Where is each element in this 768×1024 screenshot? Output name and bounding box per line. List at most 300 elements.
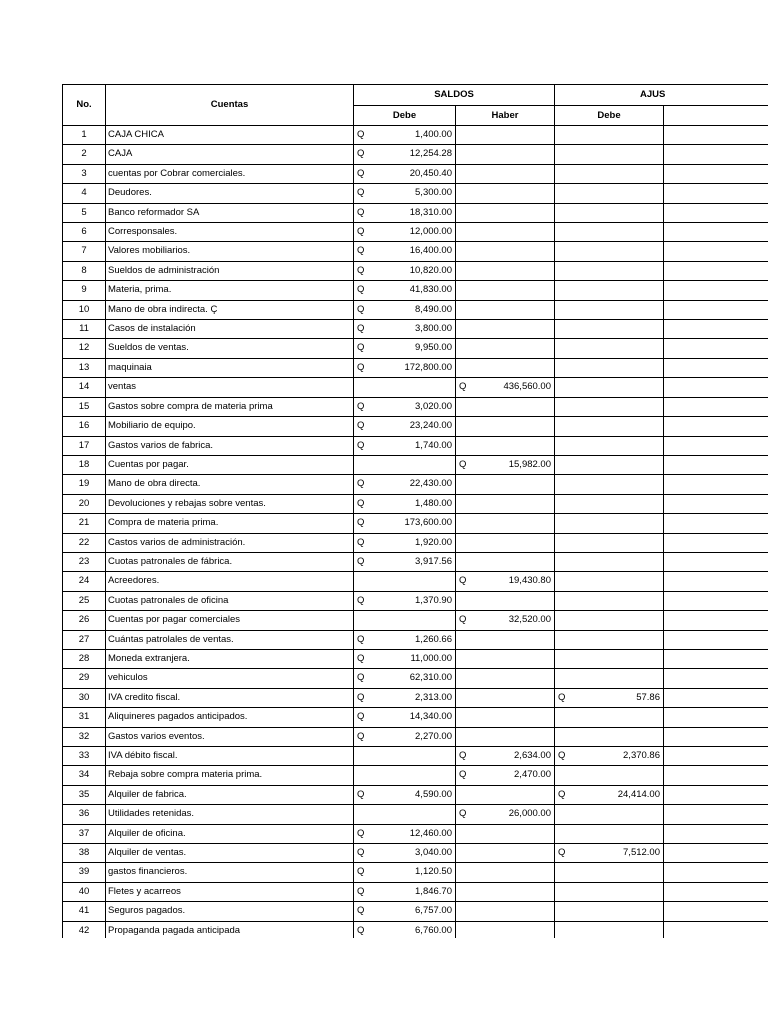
row-number: 27 [63,630,106,649]
row-number: 6 [63,223,106,242]
ajustes-debe-cell [555,805,664,824]
table-row [63,378,768,397]
row-number: 21 [63,514,106,533]
ajustes-debe-cell [555,164,664,183]
account-name: Cuentas por pagar. [106,455,354,474]
saldos-haber-cell [456,126,555,145]
saldos-debe-cell [354,591,456,610]
table-row [63,320,768,339]
currency-symbol: Q [459,458,467,470]
saldos-debe-amount: 12,460.00 [409,827,452,839]
ajustes-extra-cell [664,649,768,668]
ajustes-debe-cell [555,533,664,552]
ajustes-extra-cell [664,747,768,766]
row-number: 17 [63,436,106,455]
saldos-haber-amount: 19,430.80 [508,575,551,587]
saldos-debe-amount: 1,400.00 [415,129,452,140]
table-row [63,708,768,727]
saldos-haber-cell [456,902,555,921]
saldos-debe-amount: 4,590.00 [415,788,452,800]
ajustes-debe-cell [555,766,664,785]
saldos-debe-cell [354,533,456,552]
currency-symbol: Q [357,478,365,490]
row-number: 26 [63,611,106,630]
table-row [63,727,768,746]
saldos-debe-amount: 1,920.00 [415,536,452,548]
table-row [63,766,768,785]
currency-symbol: Q [459,614,467,626]
ajustes-extra-cell [664,533,768,552]
account-name: Castos varios de administración. [106,533,354,552]
saldos-debe-cell [354,164,456,183]
ajustes-debe-cell [555,844,664,863]
saldos-haber-amount: 436,560.00 [503,381,551,393]
saldos-debe-amount: 41,830.00 [409,284,452,296]
currency-symbol: Q [357,245,365,257]
account-name: Gastos varios de fabrica. [106,436,354,455]
currency-symbol: Q [357,905,365,917]
ajustes-extra-cell [664,785,768,804]
ajustes-debe-cell [555,669,664,688]
saldos-haber-cell [456,145,555,164]
account-name: Casos de instalación [106,320,354,339]
account-name: Devoluciones y rebajas sobre ventas. [106,494,354,513]
ajustes-extra-cell [664,708,768,727]
saldos-debe-amount: 1,370.90 [415,594,452,606]
saldos-debe-cell [354,766,456,785]
row-number: 15 [63,397,106,416]
row-number: 5 [63,203,106,222]
saldos-debe-amount: 12,254.28 [409,148,452,160]
ajustes-extra-cell [664,805,768,824]
table-row [63,921,768,938]
currency-symbol: Q [357,439,365,451]
account-name: Seguros pagados. [106,902,354,921]
account-name: Cuentas por pagar comerciales [106,611,354,630]
ajustes-extra-cell [664,378,768,397]
table-row [63,203,768,222]
ajustes-debe-cell [555,611,664,630]
currency-symbol: Q [357,652,365,664]
ajustes-extra-cell [664,281,768,300]
currency-symbol: Q [357,226,365,238]
saldos-debe-cell [354,203,456,222]
saldos-debe-cell [354,358,456,377]
saldos-debe-amount: 1,480.00 [415,497,452,509]
table-row [63,863,768,882]
table-row [63,436,768,455]
row-number: 7 [63,242,106,261]
ajustes-debe-cell [555,436,664,455]
currency-symbol: Q [459,808,467,820]
ajustes-debe-cell [555,902,664,921]
saldos-debe-cell [354,436,456,455]
table-row [63,339,768,358]
row-number: 22 [63,533,106,552]
account-name: CAJA [106,145,354,164]
currency-symbol: Q [357,788,365,800]
saldos-haber-cell [456,184,555,203]
balance-sheet [62,84,768,938]
currency-symbol: Q [357,342,365,354]
saldos-debe-cell [354,339,456,358]
saldos-haber-cell [456,552,555,571]
saldos-haber-amount: 26,000.00 [508,808,551,820]
saldos-haber-cell [456,805,555,824]
ajustes-debe-cell [555,455,664,474]
ajustes-debe-cell [555,494,664,513]
saldos-haber-cell [456,417,555,436]
saldos-haber-cell [456,630,555,649]
saldos-haber-cell [456,242,555,261]
header-saldos-haber: Haber [456,106,555,126]
saldos-debe-cell [354,863,456,882]
row-number: 3 [63,164,106,183]
saldos-haber-cell [456,397,555,416]
currency-symbol: Q [357,555,365,567]
ajustes-extra-cell [664,397,768,416]
ajustes-extra-cell [664,436,768,455]
ajustes-extra-cell [664,514,768,533]
ajustes-extra-cell [664,300,768,319]
saldos-haber-amount: 2,470.00 [514,769,551,781]
row-number: 31 [63,708,106,727]
table-row [63,572,768,591]
ajustes-extra-cell [664,572,768,591]
saldos-haber-cell [456,882,555,901]
account-name: Corresponsales. [106,223,354,242]
saldos-haber-cell [456,358,555,377]
table-row [63,417,768,436]
saldos-haber-cell [456,766,555,785]
ajustes-extra-cell [664,494,768,513]
ajustes-debe-cell [555,203,664,222]
ajustes-extra-cell [664,339,768,358]
saldos-debe-cell [354,261,456,280]
currency-symbol: Q [357,497,365,509]
ajustes-extra-cell [664,863,768,882]
row-number: 42 [63,921,106,938]
ajustes-extra-cell [664,145,768,164]
ajustes-debe-cell [555,708,664,727]
saldos-debe-cell [354,475,456,494]
account-name: Compra de materia prima. [106,514,354,533]
saldos-debe-cell [354,844,456,863]
currency-symbol: Q [357,323,365,335]
table-row [63,145,768,164]
saldos-debe-cell [354,688,456,707]
row-number: 12 [63,339,106,358]
saldos-debe-cell [354,145,456,164]
account-name: Sueldos de administración [106,261,354,280]
currency-symbol: Q [357,420,365,432]
saldos-debe-cell [354,708,456,727]
saldos-debe-cell [354,785,456,804]
table-row [63,611,768,630]
row-number: 33 [63,747,106,766]
saldos-debe-amount: 22,430.00 [409,478,452,490]
table-row [63,281,768,300]
currency-symbol: Q [558,847,566,859]
currency-symbol: Q [459,381,467,393]
account-name: Alquiler de oficina. [106,824,354,843]
table-row [63,844,768,863]
ajustes-extra-cell [664,223,768,242]
table-row [63,514,768,533]
ajustes-extra-cell [664,242,768,261]
saldos-haber-cell [456,320,555,339]
currency-symbol: Q [357,691,365,703]
account-name: Sueldos de ventas. [106,339,354,358]
saldos-debe-cell [354,882,456,901]
table-row [63,882,768,901]
row-number: 34 [63,766,106,785]
account-name: Materia, prima. [106,281,354,300]
saldos-haber-cell [456,164,555,183]
saldos-debe-cell [354,242,456,261]
account-name: cuentas por Cobrar comerciales. [106,164,354,183]
saldos-debe-cell [354,805,456,824]
saldos-haber-cell [456,747,555,766]
saldos-debe-cell [354,514,456,533]
row-number: 11 [63,320,106,339]
row-number: 14 [63,378,106,397]
row-number: 35 [63,785,106,804]
row-number: 18 [63,455,106,474]
account-name: gastos financieros. [106,863,354,882]
table-row [63,533,768,552]
header-ajustes: AJUS [555,85,768,106]
saldos-debe-amount: 3,800.00 [415,323,452,335]
currency-symbol: Q [357,284,365,296]
row-number: 30 [63,688,106,707]
currency-symbol: Q [357,536,365,548]
account-name: Alquiler de fabrica. [106,785,354,804]
table-row [63,475,768,494]
ajustes-debe-amount: 24,414.00 [617,788,660,800]
row-number: 41 [63,902,106,921]
saldos-haber-cell [456,475,555,494]
saldos-haber-cell [456,514,555,533]
saldos-haber-cell [456,591,555,610]
saldos-debe-amount: 20,450.40 [409,167,452,179]
row-number: 29 [63,669,106,688]
saldos-haber-cell [456,436,555,455]
saldos-haber-amount: 32,520.00 [508,614,551,626]
account-name: CAJA CHICA [106,126,354,145]
currency-symbol: Q [357,594,365,606]
saldos-debe-cell [354,552,456,571]
table-row [63,494,768,513]
currency-symbol: Q [357,866,365,878]
saldos-haber-cell [456,688,555,707]
ajustes-debe-cell [555,514,664,533]
saldos-debe-cell [354,417,456,436]
account-name: Aliquineres pagados anticipados. [106,708,354,727]
saldos-debe-amount: 16,400.00 [409,245,452,257]
ajustes-debe-cell [555,649,664,668]
saldos-debe-cell [354,320,456,339]
ajustes-extra-cell [664,844,768,863]
saldos-debe-cell [354,455,456,474]
row-number: 23 [63,552,106,571]
saldos-debe-cell [354,669,456,688]
currency-symbol: Q [357,633,365,645]
table-row [63,552,768,571]
ajustes-extra-cell [664,126,768,145]
ajustes-debe-cell [555,863,664,882]
currency-symbol: Q [357,361,365,373]
saldos-debe-amount: 11,000.00 [410,652,452,664]
currency-symbol: Q [558,750,566,761]
saldos-haber-cell [456,708,555,727]
saldos-haber-cell [456,572,555,591]
saldos-haber-cell [456,300,555,319]
table-row [63,805,768,824]
saldos-debe-cell [354,611,456,630]
saldos-haber-cell [456,203,555,222]
account-name: ventas [106,378,354,397]
table-row [63,184,768,203]
ajustes-debe-cell [555,921,664,938]
row-number: 25 [63,591,106,610]
saldos-haber-cell [456,824,555,843]
currency-symbol: Q [357,924,365,936]
currency-symbol: Q [357,206,365,218]
table-row [63,649,768,668]
table-row [63,261,768,280]
table-row [63,126,768,145]
ajustes-debe-cell [555,630,664,649]
saldos-debe-amount: 5,300.00 [415,187,452,199]
ajustes-debe-cell [555,320,664,339]
currency-symbol: Q [357,672,365,684]
account-name: Cuotas patronales de fábrica. [106,552,354,571]
row-number: 16 [63,417,106,436]
currency-symbol: Q [357,847,365,859]
saldos-debe-amount: 8,490.00 [415,303,452,315]
ajustes-debe-cell [555,261,664,280]
account-name: Mobiliario de equipo. [106,417,354,436]
saldos-debe-amount: 9,950.00 [415,342,452,354]
saldos-debe-cell [354,572,456,591]
header-no: No. [63,85,106,126]
account-name: Cuotas patronales de oficina [106,591,354,610]
account-name: Banco reformador SA [106,203,354,222]
saldos-debe-amount: 2,270.00 [415,730,452,742]
table-row [63,688,768,707]
ajustes-extra-cell [664,630,768,649]
ajustes-debe-cell [555,145,664,164]
header-row-top [63,85,768,106]
saldos-debe-cell [354,378,456,397]
ajustes-extra-cell [664,475,768,494]
saldos-debe-cell [354,824,456,843]
currency-symbol: Q [558,691,566,703]
ajustes-debe-cell [555,397,664,416]
ajustes-extra-cell [664,261,768,280]
account-name: Gastos varios eventos. [106,727,354,746]
account-name: IVA débito fiscal. [106,747,354,766]
saldos-haber-cell [456,844,555,863]
currency-symbol: Q [357,187,365,199]
ajustes-extra-cell [664,320,768,339]
account-name: maquinaia [106,358,354,377]
ajustes-extra-cell [664,455,768,474]
saldos-debe-cell [354,727,456,746]
saldos-haber-cell [456,921,555,938]
saldos-debe-cell [354,902,456,921]
account-name: vehiculos [106,669,354,688]
ajustes-extra-cell [664,669,768,688]
account-name: Mano de obra indirecta. Ç [106,300,354,319]
saldos-debe-amount: 172,800.00 [404,361,452,373]
table-row [63,747,768,766]
ajustes-debe-cell [555,688,664,707]
table-row [63,630,768,649]
ajustes-extra-cell [664,611,768,630]
saldos-debe-amount: 173,600.00 [404,517,452,529]
ajustes-debe-cell [555,281,664,300]
saldos-haber-cell [456,281,555,300]
ajustes-extra-cell [664,766,768,785]
saldos-haber-cell [456,863,555,882]
ajustes-extra-cell [664,203,768,222]
ajustes-debe-amount: 2,370.86 [623,750,660,761]
saldos-debe-amount: 14,340.00 [409,711,452,723]
header-cuentas: Cuentas [106,85,354,126]
currency-symbol: Q [459,750,467,761]
ajustes-debe-cell [555,242,664,261]
saldos-debe-amount: 3,040.00 [415,847,452,859]
ajustes-debe-cell [555,552,664,571]
ajustes-debe-cell [555,572,664,591]
account-name: Valores mobiliarios. [106,242,354,261]
ajustes-extra-cell [664,882,768,901]
table-row [63,242,768,261]
row-number: 19 [63,475,106,494]
ajustes-extra-cell [664,184,768,203]
ajustes-debe-cell [555,126,664,145]
account-name: Propaganda pagada anticipada [106,921,354,938]
row-number: 38 [63,844,106,863]
ajustes-debe-cell [555,747,664,766]
saldos-debe-cell [354,126,456,145]
table-row [63,824,768,843]
accounts-table [62,84,768,938]
row-number: 20 [63,494,106,513]
saldos-debe-amount: 1,846.70 [415,885,452,897]
saldos-debe-amount: 2,313.00 [415,691,452,703]
row-number: 28 [63,649,106,668]
ajustes-extra-cell [664,824,768,843]
saldos-haber-cell [456,649,555,668]
ajustes-debe-cell [555,591,664,610]
saldos-haber-cell [456,785,555,804]
saldos-debe-amount: 3,917.56 [415,555,452,567]
row-number: 2 [63,145,106,164]
currency-symbol: Q [558,788,566,800]
saldos-debe-cell [354,184,456,203]
ajustes-extra-cell [664,164,768,183]
ajustes-extra-cell [664,688,768,707]
account-name: Utilidades retenidas. [106,805,354,824]
header-saldos: SALDOS [354,85,555,106]
ajustes-debe-cell [555,824,664,843]
table-row [63,300,768,319]
row-number: 1 [63,126,106,145]
table-row [63,455,768,474]
